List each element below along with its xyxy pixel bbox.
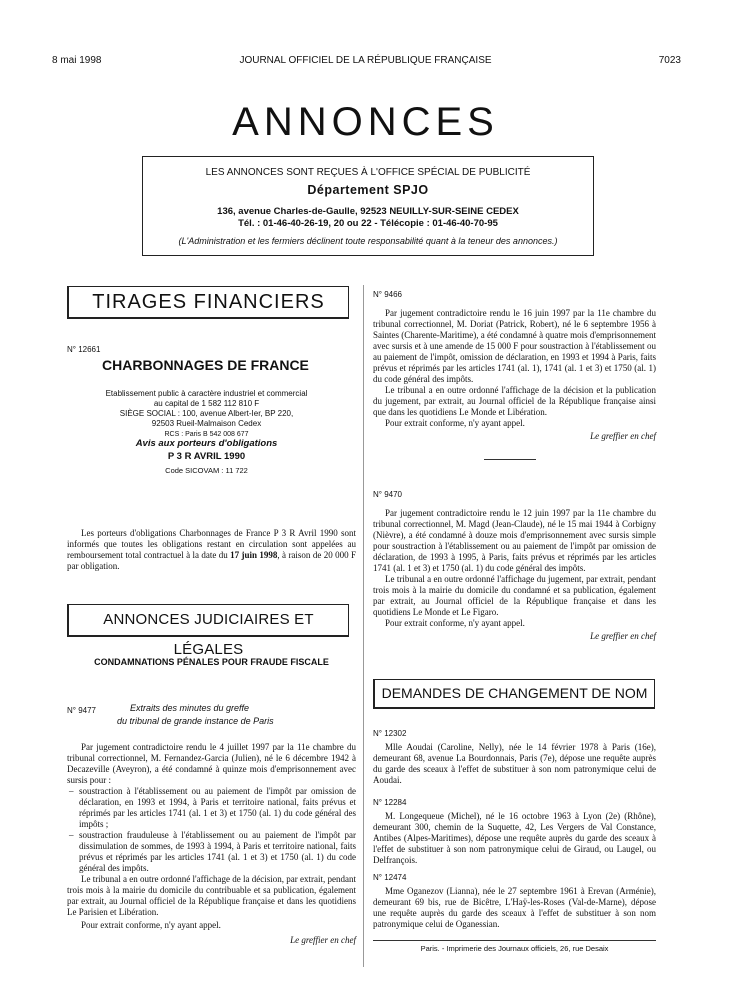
issue-date: 8 mai 1998 (52, 55, 102, 66)
announcement-9466 (373, 308, 656, 441)
info-phone: Tél. : 01-46-40-26-19, 20 ou 22 - Télécopie : 01-46-40-70-95 (238, 218, 498, 229)
company-info-line: SIÈGE SOCIAL : 100, avenue Albert-Ier, BP 220, (119, 409, 294, 418)
bullet-list (67, 786, 356, 874)
paragraph: Par jugement contradictoire rendu le 4 juillet 1997 par la 11e chambre du tribunal correctionnel, M. Fernandez-Garcia (Julien), né le 6 décembre 1942 à Decazeville (Aveyron), a été condamné à quinze mois d'emprisonnement avec sursis pour : (67, 742, 356, 785)
avis-text-a: Les porteurs d'obligations Charbonnages de France P 3 R Avril 1990 sont informés que toutes les obligations restant en circulation sont appelées au remboursement total contractuel à la date du (67, 528, 356, 560)
judiciaires-title: ANNONCES JUDICIAIRES ET LÉGALES (103, 611, 314, 658)
greffier-signature: Le greffier en chef (290, 935, 356, 945)
demandes-title: DEMANDES DE CHANGEMENT DE NOM (381, 685, 648, 701)
info-box (142, 156, 594, 256)
paragraph: Par jugement contradictoire rendu le 16 juin 1997 par la 11e chambre du tribunal correctionnel, M. Doriat (Patrick, Robert), né le 6 septembre 1956 à Saintes (Charente-Maritime), a été condamné à quatre mois d'emprisonnement avec sursis et à une amende de 15 000 F pour soustraction à l'établissement ou au paiement de l'impôt, omission de déclaration, en 1993 et 1994 à Paris, faits prévus et réprimés par les articles 1741 (al. 1), 1741 (al. 1 et 3) et 1750 (al. 1) du code général des impôts. (373, 308, 656, 384)
avis-text (67, 528, 356, 572)
paragraph: Le tribunal a en outre ordonné l'affichage de la décision et la publication du jugement, par extrait, au Journal officiel de la République française ainsi que dans les quotidiens Le Monde et Libération. (373, 385, 656, 417)
separator (484, 459, 536, 460)
company-info (67, 389, 346, 440)
greffier-signature: Le greffier en chef (590, 631, 656, 641)
avis-text-c: , à raison de 20 000 F par obligation. (67, 550, 356, 571)
bond-name: P 3 R AVRIL 1990 (167, 451, 246, 462)
condamnations-heading: CONDAMNATIONS PÉNALES POUR FRAUDE FISCALE (94, 657, 329, 667)
paragraph: Pour extrait conforme, n'y ayant appel. (81, 920, 221, 930)
announcement-9470 (373, 508, 656, 641)
journal-name: JOURNAL OFFICIEL DE LA RÉPUBLIQUE FRANÇAISE (239, 55, 492, 66)
list-item: – soustraction à l'établissement ou au paiement de l'impôt par omission de déclaration, en 1993 et 1994, à Paris et territoire national, faits prévus et réprimés par les articles 1741 (al. 1 et 3) et 1750 (al. 1) du code général des impôts ; (79, 786, 356, 830)
column-divider (363, 285, 364, 967)
paragraph: Le tribunal a en outre ordonné l'affichage de la décision, par extrait, pendant trois mois à la mairie du domicile du contribuable et sa publication, également par extrait, au Journal officiel de la République française et dans les quotidiens Le Parisien et Libération. (67, 874, 356, 917)
info-disclaimer: (L'Administration et les fermiers déclinent toute responsabilité quant à la teneur des annonces.) (178, 236, 558, 246)
announcement-number: N° 12661 (67, 345, 101, 354)
paragraph: Le tribunal a en outre ordonné l'affichage du jugement, par extrait, pendant trois mois à la mairie du domicile du condamné et sa publication, également par extrait, au Journal officiel de la République française et dans les quotidiens Le Monde et Le Figaro. (373, 574, 656, 617)
announcement-number: N° 12302 (373, 729, 407, 738)
company-info-line: au capital de 1 582 112 810 F (153, 399, 260, 408)
announcement-number: N° 9466 (373, 290, 402, 299)
company-name: CHARBONNAGES DE FRANCE (102, 357, 309, 373)
announcement-number: N° 9477 (67, 706, 96, 715)
page-title: ANNONCES (232, 100, 499, 144)
info-department: Département SPJO (307, 183, 429, 197)
company-info-line: 92503 Rueil-Malmaison Cedex (151, 419, 262, 428)
list-item: – soustraction frauduleuse à l'établissement ou au paiement de l'impôt par dissimulation de sommes, de 1993 à 1994, à Paris et territoire national, faits prévus et réprimés par les articles 1741 (al. 1 et 3) et 1750 (al. 1) du code général des impôts. (79, 830, 356, 874)
announcement-number: N° 12284 (373, 798, 407, 807)
announcement-9477 (67, 742, 356, 945)
paragraph: Par jugement contradictoire rendu le 12 juin 1997 par la 11e chambre du tribunal correctionnel, M. Magd (Jean-Claude), né le 15 mai 1944 à Corbigny (Nièvre), a été condamné à douze mois d'emprisonnement avec sursis simple pour soustraction à l'établissement ou au paiement de l'impôt par omission de déclaration, de 1993 à 1995, à Paris, faits prévus et réprimés par les articles 1741 (al. 1 et 3) et 1750 (al. 1) du code général des impôts. (373, 508, 656, 573)
avis-date: 17 juin 1998 (230, 550, 278, 560)
extraits-line1: Extraits des minutes du greffe (130, 703, 250, 713)
company-info-line: Etablissement public à caractère industriel et commercial (105, 389, 308, 398)
judiciaires-section-box (67, 604, 349, 658)
announcement-12284: M. Longequeue (Michel), né le 16 octobre 1963 à Lyon (2e) (Rhône), demeurant 300, chemin de la Suquette, 42, Les Vergers de Val Constance, Antibes (Alpes-Maritimes), dépose une requête auprès du garde des sceaux à l'effet de substituer à son nom patronymique celui de Giraud, ou Laugel, ou Delfrançois. (373, 811, 656, 865)
company-rcs: RCS : Paris B 542 008 677 (164, 431, 249, 438)
announcement-12474: Mme Oganezov (Lianna), née le 27 septembre 1961 à Erevan (Arménie), demeurant 69 bis, rue de Bicêtre, L'Haÿ-les-Roses (Val-de-Marne), dépose une requête auprès du garde des sceaux à l'effet de substituer à son nom patronymique celui de Oganessian. (373, 886, 656, 929)
sicovam-code: Code SICOVAM : 11 722 (165, 466, 248, 475)
avis-title: Avis aux porteurs d'obligations (135, 438, 278, 449)
tirages-title: TIRAGES FINANCIERS (92, 291, 325, 313)
imprimerie-footer: Paris. - Imprimerie des Journaux officiels, 26, rue Desaix (420, 944, 609, 953)
announcement-number: N° 12474 (373, 873, 407, 882)
greffier-signature: Le greffier en chef (590, 431, 656, 441)
paragraph: Pour extrait conforme, n'y ayant appel. (385, 418, 525, 428)
paragraph: Pour extrait conforme, n'y ayant appel. (385, 618, 525, 628)
info-line: LES ANNONCES SONT REÇUES À L'OFFICE SPÉCIAL DE PUBLICITÉ (205, 167, 531, 178)
tirages-section-box (67, 286, 349, 319)
footer-rule (373, 940, 656, 941)
demandes-section-box (373, 679, 655, 709)
info-address: 136, avenue Charles-de-Gaulle, 92523 NEUILLY-SUR-SEINE CEDEX (217, 206, 519, 217)
announcement-number: N° 9470 (373, 490, 402, 499)
page-number: 7023 (658, 55, 681, 66)
avis-block (67, 438, 346, 475)
extraits-line2: du tribunal de grande instance de Paris (117, 716, 274, 726)
announcement-12302: Mlle Aoudai (Caroline, Nelly), née le 14 février 1978 à Paris (16e), demeurant 68, avenue La Bourdonnais, Paris (7e), dépose une requête auprès du garde des sceaux à l'effet de substituer à son nom patronymique celui de Aoudai. (373, 742, 656, 785)
